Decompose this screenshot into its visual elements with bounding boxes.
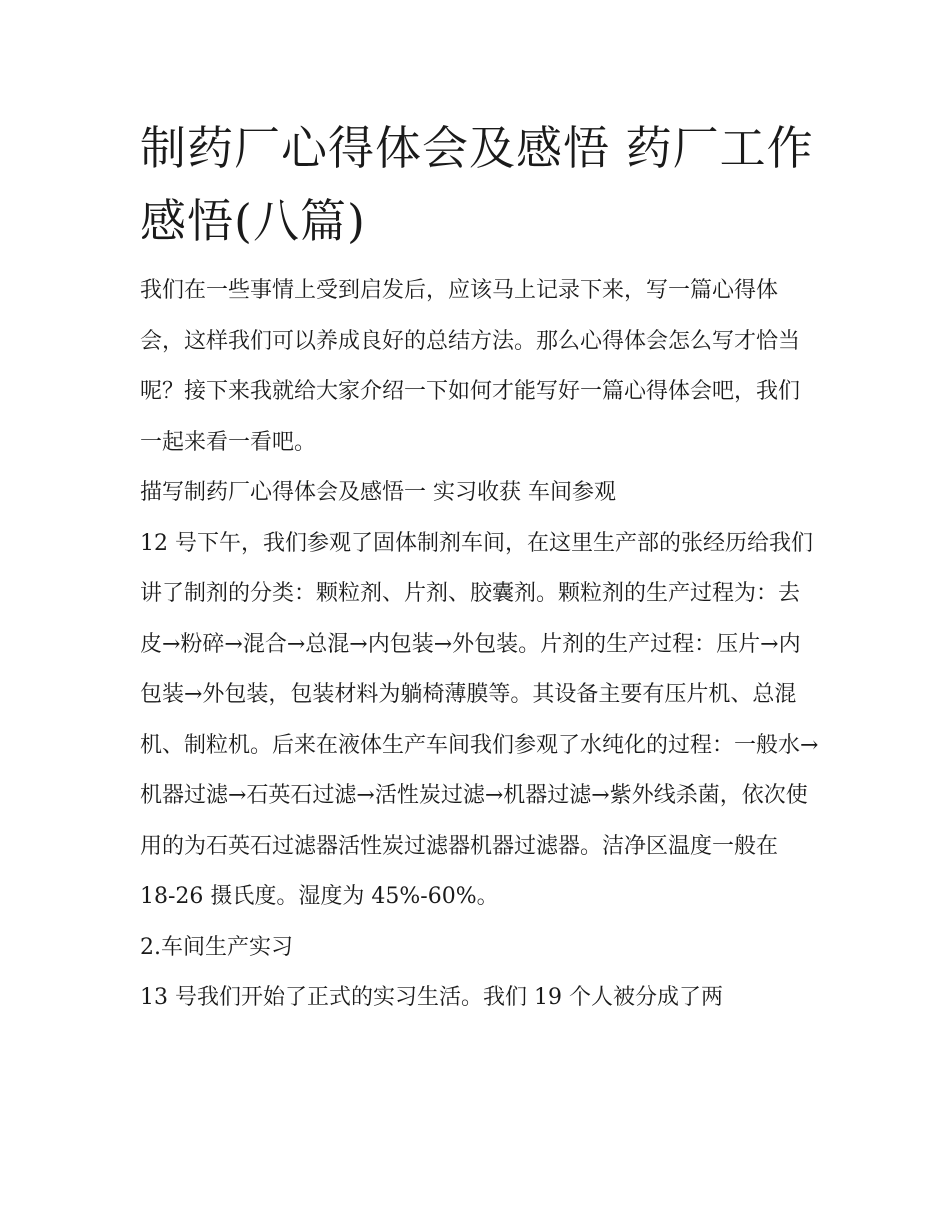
body-paragraph: 13 号我们开始了正式的实习生活。我们 19 个人被分成了两 <box>140 985 723 1010</box>
section-heading: 描写制药厂心得体会及感悟一 实习收获 车间参观 <box>140 480 616 505</box>
document-title: 制药厂心得体会及感悟 药厂工作感悟(八篇) <box>140 121 814 248</box>
document-page <box>140 112 820 1024</box>
intro-paragraph: 我们在一些事情上受到启发后，应该马上记录下来，写一篇心得体会，这样我们可以养成良好的总结方法。那么心得体会怎么写才恰当呢？接下来我就给大家介绍一下如何才能写好一篇心得体会吧，我们一起来看一看吧。 <box>140 278 801 455</box>
subsection-heading: 2.车间生产实习 <box>140 934 293 960</box>
document-body <box>140 266 820 1024</box>
body-paragraph: 12 号下午，我们参观了固体制剂车间，在这里生产部的张经历给我们讲了制剂的分类：颗粒剂、片剂、胶囊剂。颗粒剂的生产过程为：去皮→粉碎→混合→总混→内包装→外包装。片剂的生产过程：压片→内包装→外包装，包装材料为躺椅薄膜等。其设备主要有压片机、总混机、制粒机。后来在液体生产车间我们参观了水纯化的过程：一般水→机器过滤→石英石过滤→活性炭过滤→机器过滤→紫外线杀菌，依次使用的为石英石过滤器活性炭过滤器机器过滤器。洁净区温度一般在 18-26 摄氏度。湿度为 45%-60%。 <box>140 530 819 909</box>
